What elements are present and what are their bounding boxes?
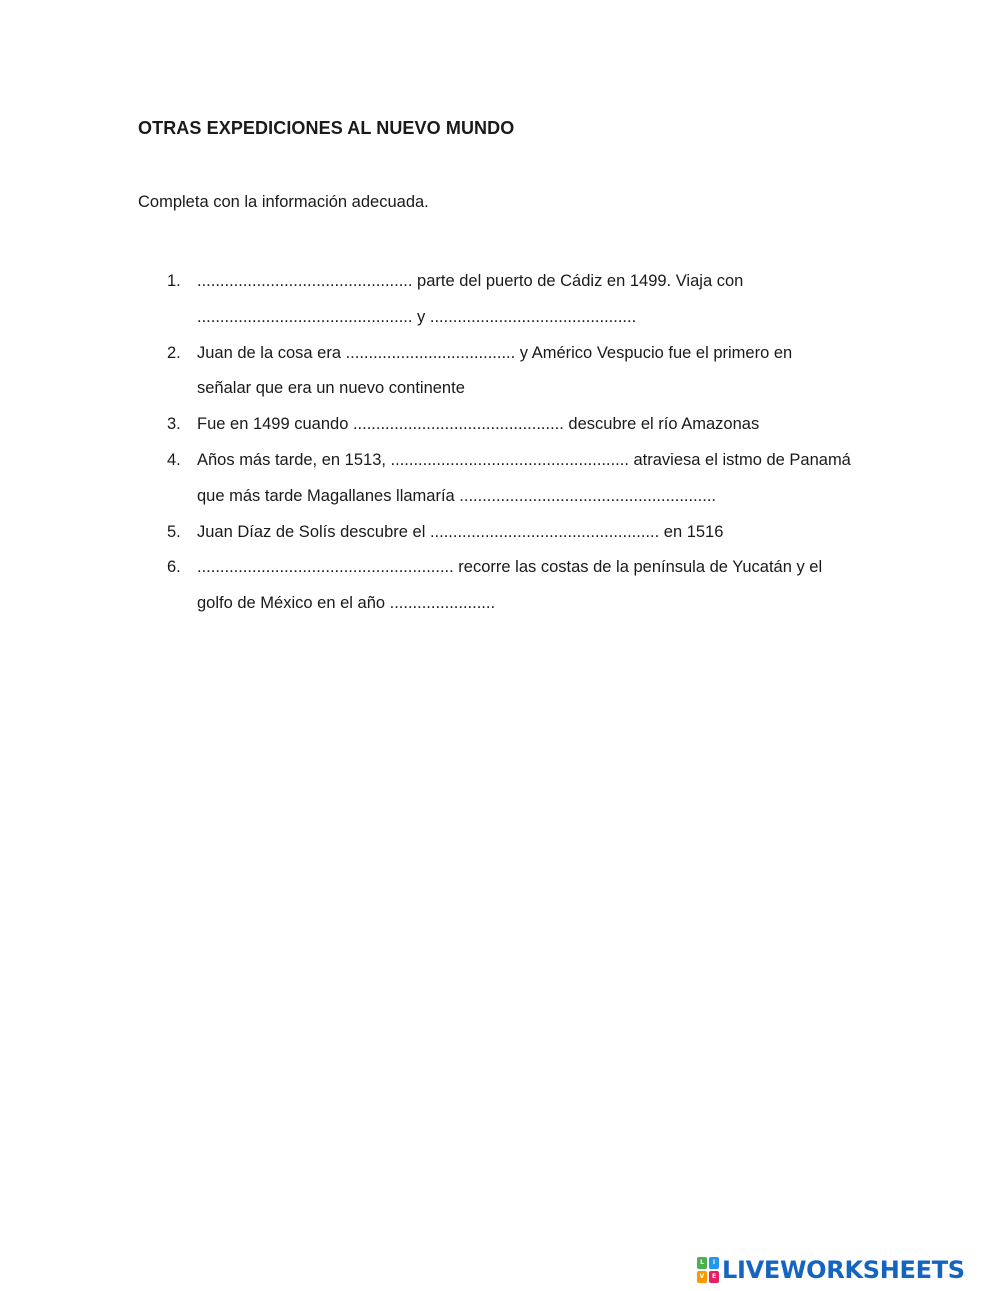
item-line: que más tarde Magallanes llamaría ........................................................ [197,486,717,505]
logo-block: V [697,1271,707,1283]
liveworksheets-logo[interactable] [697,1255,965,1285]
list-item [0,515,1000,551]
item-number: 6. [167,558,181,577]
item-line: Juan de la cosa era ..................................... y Américo Vespucio fue el primero en [197,343,793,362]
page-title: OTRAS EXPEDICIONES AL NUEVO MUNDO [138,118,515,138]
list-item [0,550,1000,622]
logo-block: E [709,1271,719,1283]
instruction-text: Completa con la información adecuada. [138,193,429,211]
item-number: 3. [167,415,181,434]
list-item [0,407,1000,443]
item-number: 2. [167,343,181,362]
item-line: ............................................... parte del puerto de Cádiz en 1499. Viaja con [197,272,744,290]
item-line: Años más tarde, en 1513, .................................................... atraviesa el istmo de Panamá [197,450,851,469]
item-line: golfo de México en el año ....................... [197,594,496,613]
logo-text: LIVEWORKSHEETS [722,1256,965,1284]
exercise-list [0,264,1000,622]
list-item [0,264,1000,336]
item-line: ........................................................ recorre las costas de la península de Yucatán y el [197,558,823,577]
item-number: 4. [167,450,181,469]
logo-block: L [697,1257,707,1269]
item-line: Fue en 1499 cuando .............................................. descubre el río Amazonas [197,415,760,434]
liveworksheets-logo-icon [697,1257,719,1283]
list-item [0,443,1000,515]
item-number: 1. [167,272,181,290]
item-line: Juan Díaz de Solís descubre el .................................................. en 1516 [197,522,724,541]
item-number: 5. [167,522,181,541]
item-line: ............................................... y ............................................. [197,307,637,326]
item-line: señalar que era un nuevo continente [197,379,465,398]
list-item [0,336,1000,408]
logo-block: I [709,1257,719,1269]
